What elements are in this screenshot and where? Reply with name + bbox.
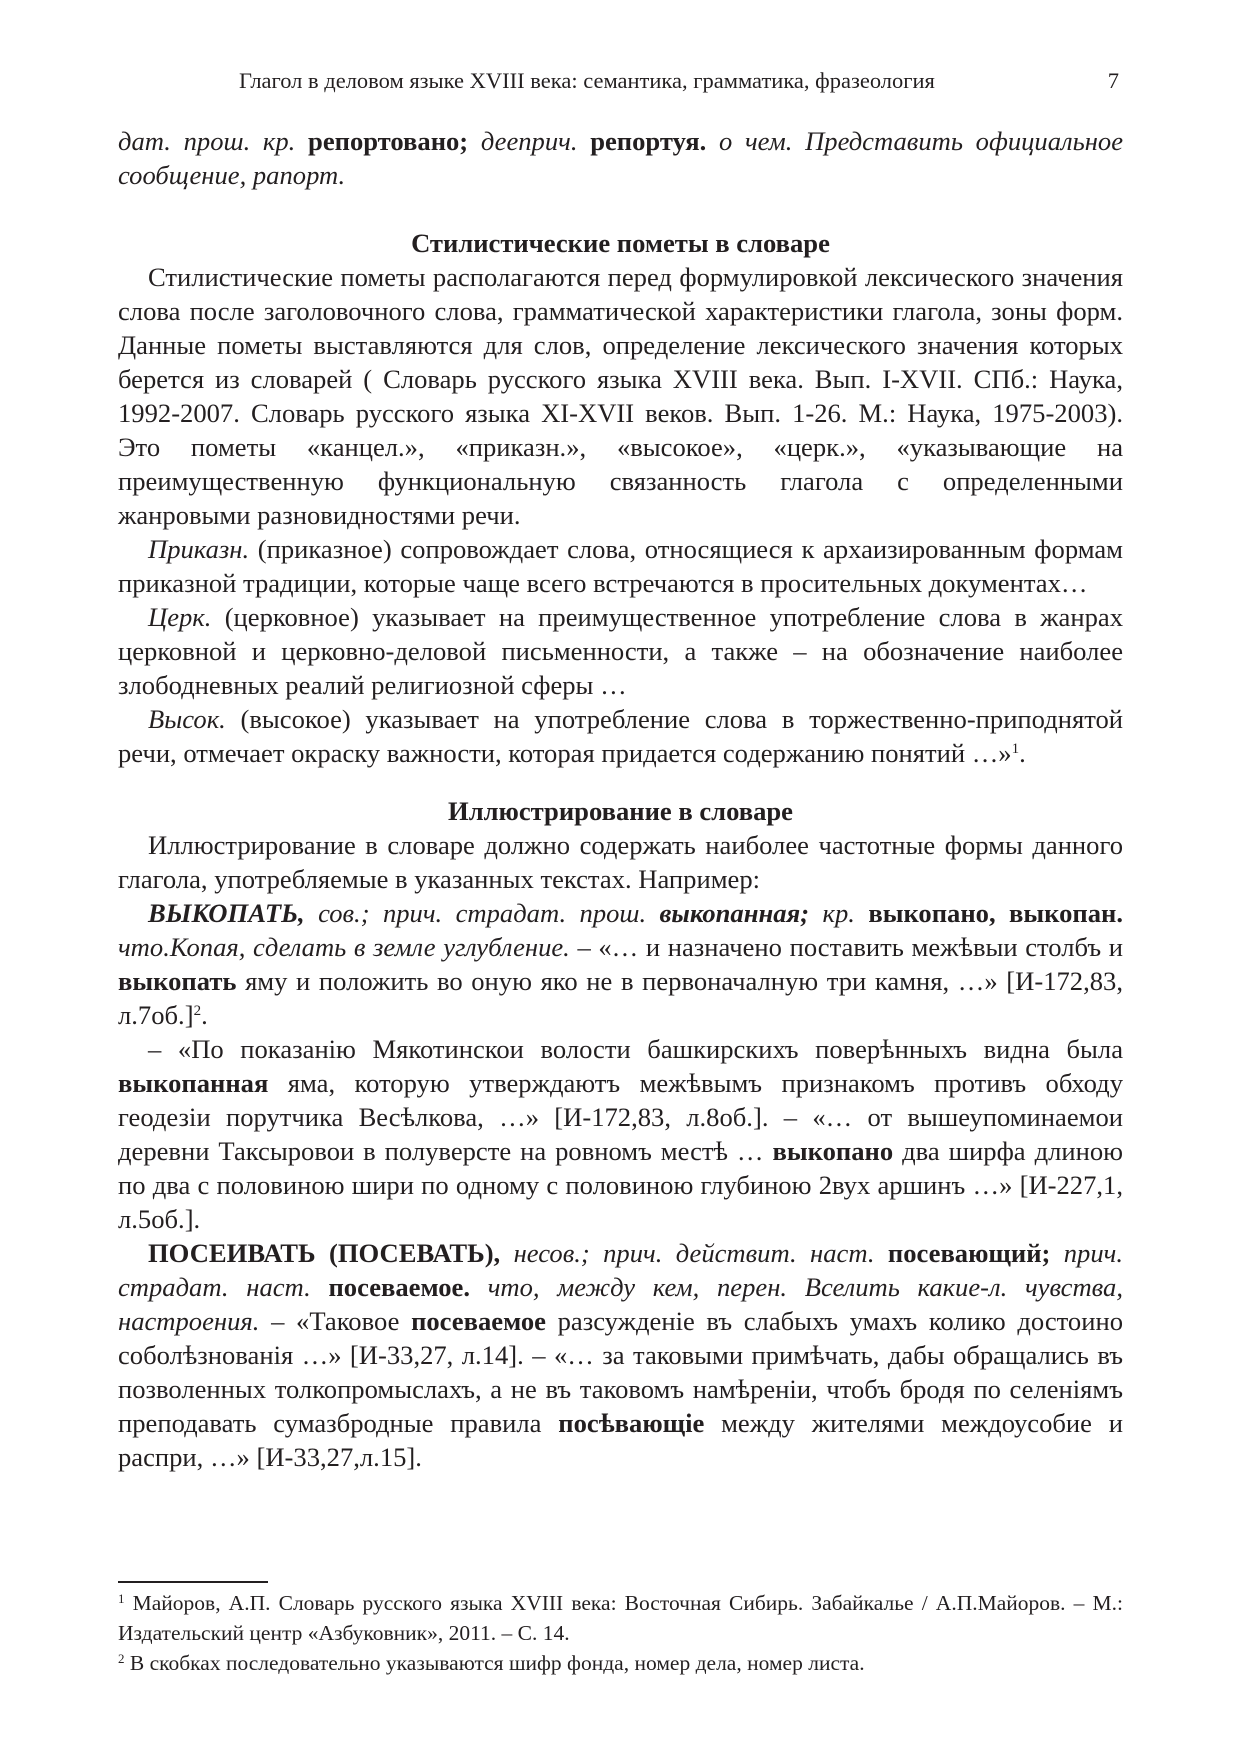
intro-grammar-1: дат. прош. кр. — [118, 126, 296, 156]
section-heading-illustration: Иллюстрирование в словаре — [448, 796, 793, 826]
entry1-form-2: выкопано, выкопан. — [868, 898, 1123, 928]
running-head-title: Глагол в деловом языке XVIII века: семантика, грамматика, фразеология — [239, 68, 935, 93]
entry2-quote-3: между жителями междоусобие и распри, …» [И-33,27,л.15]. — [118, 1408, 1123, 1472]
entry1c-form-2: выкопано — [772, 1136, 894, 1166]
section-heading-stylistic: Стилистические пометы в словаре — [411, 228, 830, 258]
footnote-text: Майоров, А.П. Словарь русского языка XVIII века: Восточная Сибирь. Забайкалье / А.П.Майоров. – М.: Издательский центр «Азбуковник», 2011. – С. 14. — [118, 1591, 1123, 1645]
vysok-text: (высокое) указывает на употребление слова в торжественно-приподнятой речи, отмечает окраску важности, которая придается содержанию понятий …» — [118, 704, 1123, 768]
main-text — [118, 124, 1123, 1474]
entry1c-form-1: выкопанная — [118, 1068, 269, 1098]
prikazn-text: (приказное) сопровождает слова, относящиеся к архаизированным формам приказной традиции, которые чаще всего встречаются в просительных документах… — [118, 534, 1123, 598]
entry1-quote-2: яму и положить во оную яко не в первоначалную три камня, …» [И-172,83, л.7об.] — [118, 966, 1123, 1030]
entry2-quote-2: разсужденіе въ слабыхъ умахъ колико достоино соболѣзнованія …» [И-33,27, л.14]. – «… за таковыми примѣчать, дабы обращались въ позволенных толкопромыслахъ, а не въ таковомъ намѣреніи, чтобъ бродя по селеніямъ преподавать сумазбродные правила — [118, 1306, 1123, 1438]
page-number: 7 — [1107, 68, 1119, 93]
intro-paragraph — [118, 124, 1123, 192]
label-vysok: Высок. — [148, 704, 226, 734]
running-head — [239, 66, 1119, 96]
entry-poseivat — [118, 1236, 1123, 1474]
label-tserk: Церк. — [148, 602, 212, 632]
intro-definition: о чем. Представить официальное сообщение, рапорт. — [118, 126, 1124, 190]
section-gap — [118, 770, 1123, 794]
stylistic-paragraph-2 — [118, 532, 1123, 600]
entry1-quote-end: . — [201, 1000, 208, 1030]
label-prikazn: Приказн. — [148, 534, 250, 564]
entry1-form-1: выкопанная; — [659, 898, 810, 928]
footnote-number: 2 — [118, 1651, 125, 1666]
headword-vykopat: ВЫКОПАТЬ, — [148, 898, 305, 928]
illustration-paragraph-1: Иллюстрирование в словаре должно содержать наиболее частотные формы данного глагола, употребляемые в указанных текстах. Например: — [118, 830, 1123, 894]
entry-vykopat-continued — [118, 1032, 1123, 1236]
footnote-divider — [118, 1581, 268, 1583]
entry1-grammar-1: сов.; прич. страдат. прош. — [304, 898, 660, 928]
footnote-ref-2[interactable]: 2 — [193, 1003, 202, 1019]
intro-form-2: репортуя. — [590, 126, 707, 156]
stylistic-paragraph-3 — [118, 600, 1123, 702]
entry2-definition: что, между кем, перен. Вселить какие-л. чувства, настроения. — [118, 1272, 1123, 1336]
footnote-text: В скобках последовательно указываются шифр фонда, номер дела, номер листа. — [124, 1651, 865, 1675]
entry1c-quote-2: яма, которую утверждаютъ межѣвымъ признакомъ противъ обходу геодезіи порутчика Весѣлкова, …» [И-172,83, л.8об.]. – «… от вышеупоминаемои деревни Таксыровои в полуверсте на ровномъ местѣ … — [118, 1068, 1123, 1166]
footnote-1 — [118, 1588, 1123, 1648]
entry2-form-4: посѣвающіе — [558, 1408, 705, 1438]
intro-form-1: репортовано; — [308, 126, 469, 156]
headword-poseivat: ПОСЕИВАТЬ (ПОСЕВАТЬ), — [148, 1238, 501, 1268]
stylistic-paragraph-1: Стилистические пометы располагаются перед формулировкой лексического значения слова после заголовочного слова, грамматической характеристики глагола, зоны форм. Данные пометы выставляются для слов, определение лексического значения которых берется из словарей ( Словарь русского языка XVIII века. Вып. I-XVII. СПб.: Наука, 1992-2007. Словарь русского языка XI-XVII веков. Вып. 1-26. М.: Наука, 1975-2003). Это пометы «канцел.», «приказн.», «высокое», «церк.», «указывающие на преимущественную функциональную связанность глагола с определенными жанровыми разновидностями речи. — [118, 262, 1123, 530]
entry1c-quote-1: – «По показанію Мякотинскои волости башкирскихъ поверѣнныхъ видна была — [148, 1034, 1123, 1064]
entry1-form-3: выкопать — [118, 966, 237, 996]
intro-grammar-2: дееприч. — [480, 126, 578, 156]
tserk-text: (церковное) указывает на преимущественное употребление слова в жанрах церковной и церковно-деловой письменности, а также – на обозначение наиболее злободневных реалий религиозной сферы … — [118, 602, 1123, 700]
entry2-form-1: посевающий; — [887, 1238, 1051, 1268]
footnote-number: 1 — [118, 1591, 125, 1606]
vysok-end: . — [1019, 738, 1026, 768]
footnote-2 — [118, 1648, 1123, 1678]
entry-vykopat — [118, 896, 1123, 1032]
entry2-quote-1: – «Таковое — [259, 1306, 412, 1336]
entry2-grammar-2: прич. страдат. наст. — [118, 1238, 1123, 1302]
entry2-form-2: посеваемое. — [328, 1272, 470, 1302]
footnotes — [118, 1588, 1123, 1678]
entry1-quote-1: – «… и назначено поставить межѣвыи столбъ и — [569, 932, 1123, 962]
entry1c-quote-3: два ширфа длиною по два с половиною шири по одному с половиною глубиною 2вух аршинъ …» [И-227,1, л.5об.]. — [118, 1136, 1123, 1234]
entry1-definition: что.Копая, сделать в земле углубление. — [118, 932, 570, 962]
entry2-form-3: посеваемое — [411, 1306, 546, 1336]
entry2-grammar-1: несов.; прич. действит. наст. — [500, 1238, 888, 1268]
entry1-grammar-2: кр. — [809, 898, 869, 928]
stylistic-paragraph-4 — [118, 702, 1123, 770]
footnote-ref-1[interactable]: 1 — [1011, 741, 1020, 757]
